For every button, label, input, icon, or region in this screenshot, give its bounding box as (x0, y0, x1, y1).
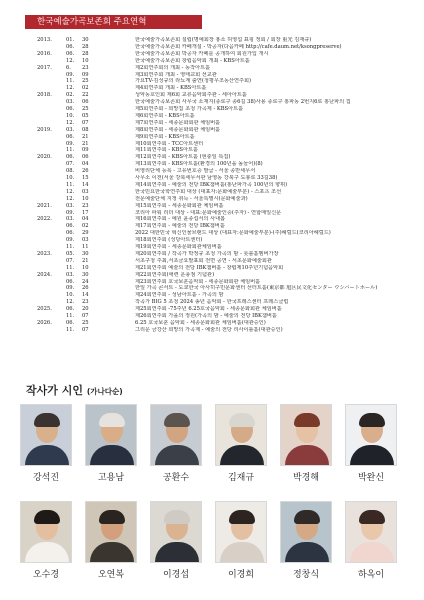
timeline-day: 02 (82, 223, 89, 230)
timeline-event: 제5회연주회 - 희망집 초청 가곡제 - KBS아트홀 (135, 106, 244, 112)
timeline-day: 07 (82, 313, 89, 319)
portrait-hair (229, 510, 255, 524)
artist-card (20, 404, 72, 483)
portrait-hair (99, 510, 125, 524)
timeline-month: 12. (66, 85, 75, 92)
artist-name: 정창식 (292, 570, 320, 580)
timeline-month: 06. (66, 133, 75, 140)
timeline-event: 제19회연주회 - 세종문화회관체임버홀 (135, 244, 222, 250)
portrait-hair (359, 413, 385, 427)
timeline-day: 26 (82, 285, 89, 292)
timeline-event: 제16회연주회 - 예원 윤종섭서의 사내봄 (135, 216, 226, 223)
timeline-event: 그리운 금강산 희망의 가곡제 - 예술의 전당 리사이틀홀(대관승인) (135, 326, 283, 333)
portrait-hair (229, 413, 255, 427)
timeline-month: 06. (66, 43, 75, 50)
artists-heading: 작사가 시인 (26, 384, 83, 397)
timeline-month: 10. (66, 292, 75, 299)
timeline-event: 비영리단체 등록 - 고유번호증 발급 - 서울 종반세무서 (135, 168, 256, 175)
timeline-event: 제17회연주회 - 예술의 전당 IBK챔버홀 (135, 223, 225, 230)
artist-name: 박경해 (292, 473, 320, 483)
portrait-shoulders (155, 542, 199, 563)
timeline-day: 03 (82, 188, 89, 195)
timeline-month: 07. (66, 257, 75, 264)
timeline-day: 22 (82, 92, 89, 99)
timeline-month: 03. (66, 99, 75, 106)
timeline-month: 09. (66, 285, 75, 292)
timeline-day: 23 (82, 64, 89, 71)
timeline-month: 11. (66, 181, 75, 188)
timeline-event: 제11회연주회 - KBS아트홀 (135, 147, 198, 154)
timeline-day: 28 (82, 50, 89, 57)
timeline-month: 12. (66, 119, 75, 126)
timeline-event: 가요TV-김성규의 라뇨계 출연(청평우조동산연주회) (135, 78, 252, 85)
timeline-year: 2021. (37, 202, 52, 209)
timeline-day: 21 (82, 140, 89, 147)
timeline-event: 제9회연주회 - KBS아트홀 (135, 133, 195, 140)
timeline-month: 06. (66, 154, 75, 161)
timeline-day: 24 (82, 278, 89, 285)
portrait-shoulders (220, 542, 264, 563)
artist-card (280, 404, 332, 483)
timeline-month: 06. (66, 319, 75, 326)
timeline-day: 23 (82, 299, 89, 306)
timeline-day: 05 (82, 112, 89, 119)
timeline-day: 04 (82, 216, 89, 223)
timeline-event: 작곡가 BIG 5 초청 2024 송년 음악회 - 한국프레스센터 프레스클럽 (135, 299, 289, 306)
timeline-event: 한일 가곡 콘서트 - 도쿄한국 아사히구민문화센터 선터트홀(東京都 旭区民文化センター ウシバートホール) (135, 285, 378, 292)
timeline-month: 03. (66, 271, 75, 278)
timeline-event: 제10회연주회 - TCC아트센터 (135, 140, 204, 147)
timeline-day: 25 (82, 106, 89, 112)
artists-subheading: (가나다순) (86, 387, 123, 396)
timeline-month: 10. (66, 175, 75, 181)
artist-card (280, 501, 332, 580)
portrait-hair (99, 413, 125, 427)
timeline-event: 전문예술단체 지정 취득 - 서울특별시(문화예술과) (135, 195, 248, 202)
timeline-year: 2020. (37, 154, 52, 161)
artists-gallery (20, 404, 410, 594)
timeline-month: 03. (66, 216, 75, 223)
portrait-shoulders (90, 542, 134, 563)
timeline-year: 2025. (37, 306, 52, 313)
artist-photo (215, 501, 267, 563)
timeline-month: 06. (66, 223, 75, 230)
timeline-event: 제4회연주회 개최 - KBS아트홀 (135, 85, 207, 92)
artist-card (150, 501, 202, 580)
timeline-month: 09. (66, 71, 75, 78)
timeline-month: 06. (66, 306, 75, 313)
timeline-month: 11. (66, 326, 75, 333)
timeline-event: 한국예술가곡보존회 설립(명예회장 홍소 허영섭 표핑 정회 / 회장 重光 김재규) (135, 37, 312, 43)
timeline-day: 09 (82, 147, 89, 154)
timeline-month: 01. (66, 37, 75, 43)
portrait-shoulders (350, 445, 394, 466)
artist-card (215, 501, 267, 580)
timeline-month: 11. (66, 78, 75, 85)
timeline-event: 한국예술가곡보존회 카페개설 - 박공자(다음카페 http://cafe.daum.net/ksongpreserve) (135, 43, 342, 50)
timeline-month: 11. (66, 264, 75, 271)
timeline-day: 25 (82, 78, 89, 85)
artist-name: 고용남 (97, 473, 125, 483)
timeline-day: 30 (82, 37, 89, 43)
timeline-month: 12. (66, 195, 75, 202)
timeline-month: 09. (66, 209, 75, 216)
timeline-event: 제21회연주회 예술의 전당 IBK챔버홀 - 창립제10주년기념음악회 (135, 264, 284, 271)
timeline-year: 2016. (37, 50, 52, 57)
timeline-year: 2013. (37, 37, 52, 43)
timeline-day: 17 (82, 209, 89, 216)
timeline-month: 11. (66, 244, 75, 250)
artist-card (85, 404, 137, 483)
timeline-year: 2024. (37, 271, 52, 278)
timeline-month: 6. (66, 64, 71, 71)
timeline-event: 제7회연주회 - 세종문화회관 체임버홀 (135, 119, 221, 126)
timeline-month: 05. (66, 250, 75, 257)
timeline-event: 서초구청 주최,서초금요발표회 전면 공연 - 서초문화예술회관 (135, 257, 272, 264)
timeline-day: 04 (82, 161, 89, 168)
timeline-year: 2018. (37, 92, 52, 99)
timeline-day: 07 (82, 326, 89, 333)
timeline-month: 03. (66, 126, 75, 133)
artist-card (345, 404, 397, 483)
timeline-event: 제23회연주회 호국보훈음악회 - 세종문화회관 체임버홀 (135, 278, 261, 285)
artist-name: 오연복 (97, 570, 125, 580)
timeline-event: 성악동호인회 제6회 교류음악회주관 - 세아아트홀 (135, 92, 247, 99)
timeline-month: 06. (66, 278, 75, 285)
timeline-year: 2019. (37, 126, 52, 133)
artist-photo (280, 501, 332, 563)
timeline-event: 사무소 이전(서울 강북세무서관 남영동 강북구 도봉로 33길38) (135, 175, 278, 181)
timeline-event: 제6회연주회 - KBS아트홀 (135, 112, 195, 119)
portrait-shoulders (155, 445, 199, 466)
artist-name: 공환수 (162, 473, 190, 483)
portrait-hair (34, 413, 60, 427)
portrait-hair (294, 413, 320, 427)
timeline-day: 06 (82, 99, 89, 106)
timeline-day: 08 (82, 126, 89, 133)
timeline-event: 제22회연주회(애련 운풍점 기념관) (135, 271, 215, 278)
artist-photo (150, 501, 202, 563)
artist-card (20, 501, 72, 580)
timeline-month: 06. (66, 230, 75, 237)
artist-photo (345, 404, 397, 466)
timeline-event: 2022 대한민국 혁신인물브랜드 대상 (대표자:문화예술부분)-(주)헤럴드(코리아헤럴드) (135, 230, 331, 237)
portrait-hair (359, 510, 385, 524)
timeline-year: 2022. (37, 216, 52, 223)
timeline-day: 23 (82, 202, 89, 209)
portrait-shoulders (25, 542, 69, 563)
portrait-shoulders (25, 445, 69, 466)
timeline-event: 제24회연주회 - 성남아트홀 - 가곡의 밤 (135, 292, 224, 299)
artist-card (215, 404, 267, 483)
timeline-row (0, 327, 424, 334)
timeline-day: 10 (82, 264, 89, 271)
artist-name: 이경섭 (162, 570, 190, 580)
timeline-event: 제8회연주회 - 세종문화회관 체임버홀 (135, 126, 221, 133)
timeline-month: 11. (66, 313, 75, 319)
timeline-month: 12. (66, 188, 75, 195)
timeline-event: 한국민요한국학연주회 대상 (대표자:문화예술부분) - 스포츠 조선 (135, 188, 282, 195)
timeline-event: 제25회연주회 -75주년 6.25호국음악회 - 세종문화회관 체임버홀 (135, 306, 282, 313)
timeline-month: 10. (66, 112, 75, 119)
artist-photo (20, 501, 72, 563)
portrait-shoulders (350, 542, 394, 563)
timeline-day: 15 (82, 175, 89, 181)
artist-name: 오수경 (32, 570, 60, 580)
timeline-event: 제20회연주회 / 작곡가 박정규 초청 가곡의 밤 - 롯블홀멤버가장 (135, 250, 279, 257)
timeline-day: 03 (82, 237, 89, 244)
artist-photo (85, 404, 137, 466)
artist-name: 김재규 (227, 473, 255, 483)
timeline-day: 14 (82, 292, 89, 299)
history-title-banner (25, 15, 202, 29)
portrait-hair (164, 413, 190, 427)
timeline-event: 코리아 파워 리더 대상 - 대표:문화예술인증(주자) - 연합매일신문 (135, 209, 282, 216)
artist-photo (150, 404, 202, 466)
timeline-day: 26 (82, 168, 89, 175)
timeline-event: 제26회연주회 가을의 정원(가곡의 밤 - 예술의 전당 IBK챔버홀 (135, 313, 277, 319)
timeline-event: 제14회연주회 - 예술의 전당 IBK챔버홀(홍난파가곡 100년의 향휘) (135, 181, 288, 188)
timeline-day: 21 (82, 257, 89, 264)
timeline-month: 09. (66, 237, 75, 244)
timeline-day: 21 (82, 133, 89, 140)
timeline-day: 10 (82, 195, 89, 202)
timeline-day: 25 (82, 319, 89, 326)
timeline-event: 한국예술가곡보존회 창립음악회 개최 - KBS아트홀 (135, 57, 250, 64)
timeline-event: 제2회연주회의 개최 - 동작아트홀 (135, 64, 211, 71)
timeline-day: 29 (82, 230, 89, 237)
timeline-day: 09 (82, 71, 89, 78)
timeline-year: 2017. (37, 64, 52, 71)
artist-name: 박완신 (357, 473, 385, 483)
timeline-day: 10 (82, 57, 89, 64)
portrait-hair (164, 510, 190, 524)
timeline-month: 03. (66, 202, 75, 209)
timeline-event: 제13회연주회 - KBS아트홀(환경의 100년을 돌들어)(8) (135, 161, 263, 168)
history-title: 한국예술가곡보존회 주요연혁 (37, 17, 147, 27)
artist-name: 이경희 (227, 570, 255, 580)
timeline-day: 07 (82, 119, 89, 126)
artist-photo (85, 501, 137, 563)
timeline-event: 한국예술가곡보존회 사무국 소재지(종로구 종6길 38)사용 종로구 홍파동 2번지6로 홍난파의 집 (135, 99, 351, 106)
portrait-shoulders (220, 445, 264, 466)
timeline-month: 09. (66, 140, 75, 147)
timeline-event: 한국예술가곡보존회 박공자 카페를 공개하여 회원가입 개시 (135, 50, 269, 57)
artist-name: 하옥이 (357, 570, 385, 580)
artist-photo (280, 404, 332, 466)
artist-card (150, 404, 202, 483)
timeline-month: 12. (66, 57, 75, 64)
timeline-year: 2023. (37, 250, 52, 257)
artist-name: 강석진 (32, 473, 60, 483)
timeline-event: 제15회연주회 - 세종문화회관 체임버홀 (135, 202, 224, 209)
artists-section-title (26, 382, 123, 398)
timeline-event: 제18회연주회 (성당아트센터) (135, 237, 203, 244)
timeline-month: 02. (66, 92, 75, 99)
timeline-event: 제12회연주회 - KBS아트홀 (현충일 특집) (135, 154, 231, 161)
timeline-event: 제3회연주회 개최 - 영태교회 선교관 (135, 71, 217, 78)
timeline-month: 11. (66, 147, 75, 154)
artist-card (345, 501, 397, 580)
timeline-year: 2026. (37, 319, 52, 326)
timeline-month: 06. (66, 106, 75, 112)
portrait-hair (34, 510, 60, 524)
portrait-shoulders (285, 445, 329, 466)
portrait-hair (294, 510, 320, 524)
timeline-day: 14 (82, 181, 89, 188)
timeline-event: 6.25 호국보훈 음악회 - 세종문화회관 체임버홀(대관승인) (135, 319, 266, 326)
timeline-day: 20 (82, 306, 89, 313)
timeline-month: 12. (66, 299, 75, 306)
portrait-shoulders (90, 445, 134, 466)
artist-photo (215, 404, 267, 466)
timeline-day: 30 (82, 250, 89, 257)
portrait-shoulders (285, 542, 329, 563)
timeline-day: 11 (82, 244, 89, 250)
timeline-day: 30 (82, 271, 89, 278)
timeline-day: 06 (82, 154, 89, 161)
timeline-day: 28 (82, 43, 89, 50)
timeline-day: 02 (82, 85, 89, 92)
timeline-month: 08. (66, 168, 75, 175)
artist-photo (20, 404, 72, 466)
timeline-month: 06. (66, 50, 75, 57)
artist-card (85, 501, 137, 580)
artist-photo (345, 501, 397, 563)
timeline-month: 07. (66, 161, 75, 168)
